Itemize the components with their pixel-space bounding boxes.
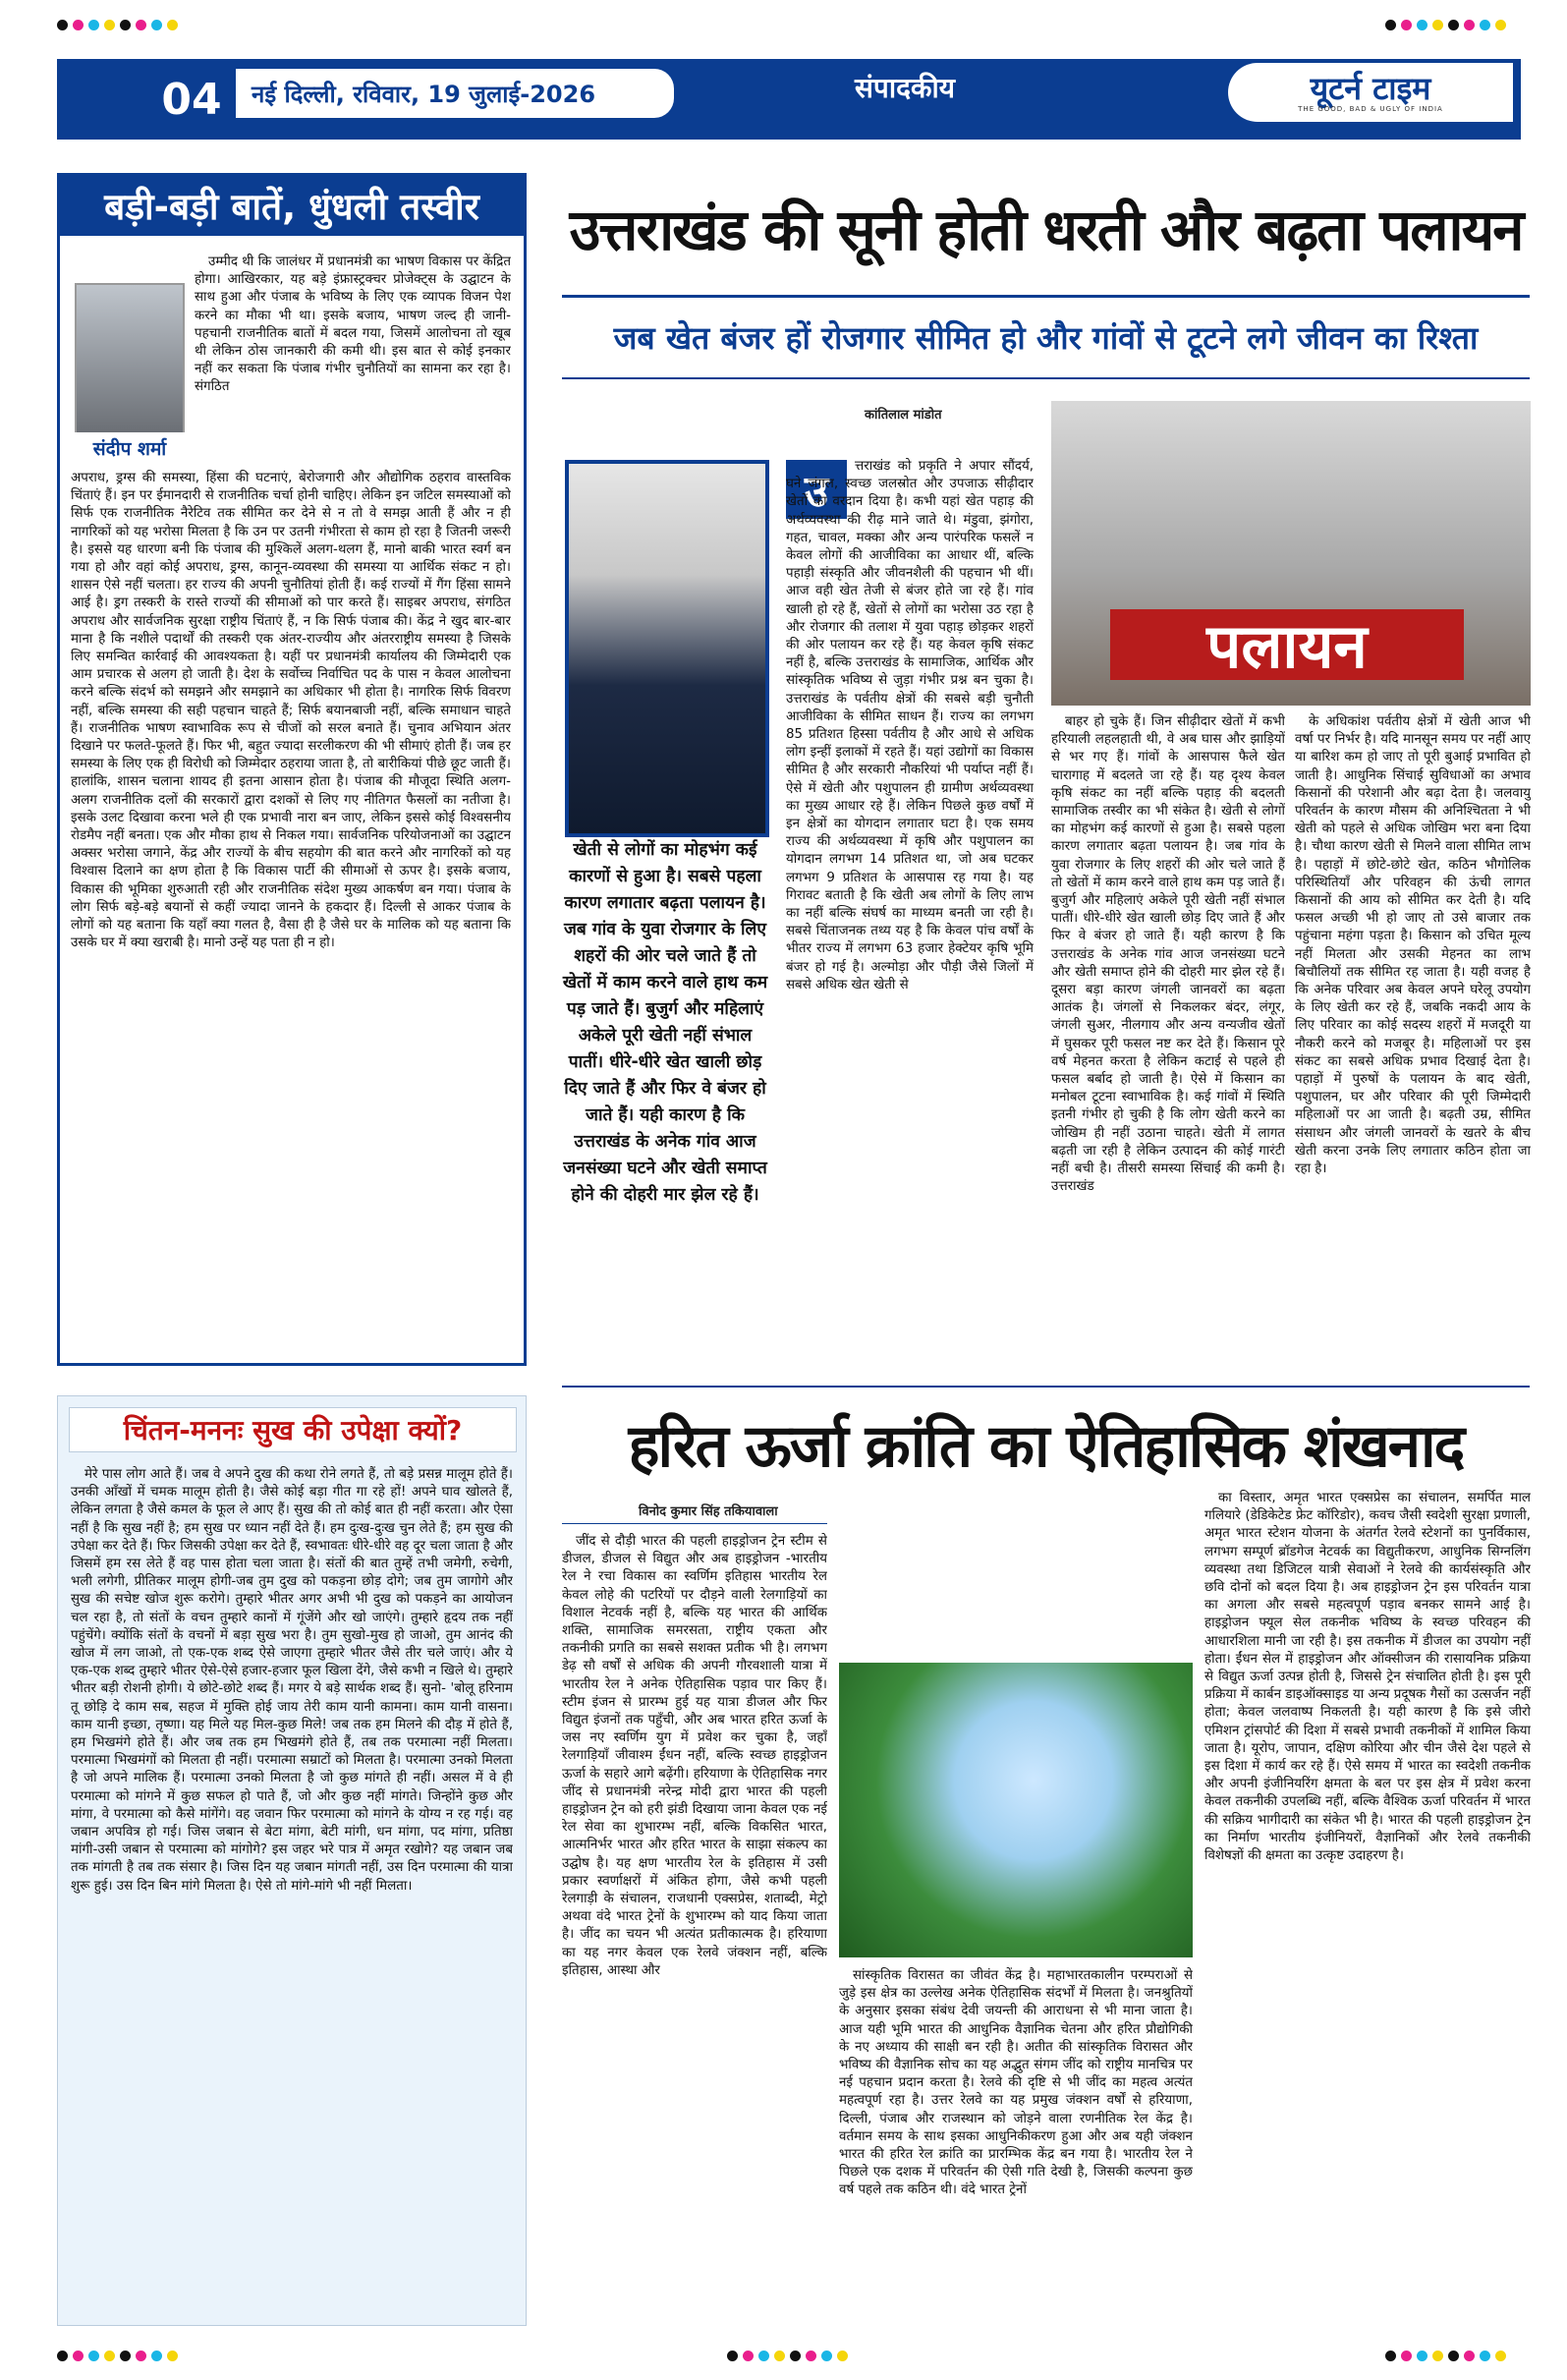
chintan-title: चिंतन-मननः सुख की उपेक्षा क्यों? [69,1407,517,1452]
registration-dots-bottom-center [727,2351,848,2361]
main-col3-text: के अधिकांश पर्वतीय क्षेत्रों में खेती आज भी वर्षा पर निर्भर है। यदि मानसून समय पर नहीं आए या बारिश कम हो जाए तो पूरी बुआई प्रभावित हो जाती है। आधुनिक सिंचाई सुविधाओं का अभाव किसानों की परेशानी और बढ़ा देता है। जलवायु परिवर्तन के कारण मौसम की अनिश्चितता ने भी खेती को पहले से अधिक जोखिम भरा बना दिया है। चौथा कारण खेती से मिलने वाला सीमित लाभ है। पहाड़ों में छोटे-छोटे खेत, कठिन भौगोलिक परिस्थितियाँ और परिवहन की ऊंची लागत किसानों की आय को सीमित कर देती है। यदि फसल अच्छी भी हो जाए तो उसे बाजार तक पहुंचाना महंगा पड़ता है। किसान को उचित मूल्य नहीं मिलता और उसकी मेहनत का लाभ बिचौलियों तक सीमित रह जाता है। यही वजह है कि अनेक परिवार अब केवल अपने घरेलू उपयोग के लिए खेती कर रहे हैं, जबकि नकदी आय के लिए परिवार का कोई सदस्य शहरों में मजदूरी या नौकरी करने को मजबूर है। महिलाओं पर इस संकट का सबसे अधिक प्रभाव दिखाई देता है। पहाड़ों में पुरुषों के पलायन के बाद खेती, पशुपालन, घर और परिवार की पूरी जिम्मेदारी महिलाओं पर आ जाती है। बढ़ती उम्र, सीमित संसाधन और जंगली जानवरों के खतरे के बीच खेती करना उनके लिए लगातार कठिन होता जा रहा है। [1295,714,1531,1177]
registration-dots-bottom-right [1385,2351,1506,2361]
subheadline-rule [562,377,1530,379]
left-article-text: उम्मीद थी कि जालंधर में प्रधानमंत्री का भाषण विकास पर केंद्रित होगा। आखिरकार, यह बड़े इंफ्रास्ट्रक्चर प्रोजेक्ट्स के उद्घाटन के साथ हुआ और पंजाब के भविष्य के लिए एक व्यापक विजन पेश करने का मौका भी था। इसके बजाय, भाषण जल्द ही जानी-पहचानी राजनीतिक बातों में बदल गया, जिसमें आलोचना तो खूब थी लेकिन ठोस जानकारी की कमी थी। इस बात से कोई इनकार नहीं कर सकता कि पंजाब गंभीर चुनौतियों का सामना कर रहा है। संगठित [195,255,511,395]
left-article-author: संदीप शर्मा [75,432,185,464]
registration-dots-top-right [1385,20,1506,30]
bottom-col2-text: सांस्कृतिक विरासत का जीवंत केंद्र है। महाभारतकालीन परम्पराओं से जुड़े इस क्षेत्र का उल्लेख अनेक ऐतिहासिक संदर्भों में मिलता है। जनश्रुतियों के अनुसार इसका संबंध देवी जयन्ती की आराधना से भी माना जाता है। आज यही भूमि भारत की आधुनिक वैज्ञानिक चेतना और हरित प्रौद्योगिकी के नए अध्याय की साक्षी बन रही है। अतीत की सांस्कृतिक विरासत और भविष्य की वैज्ञानिक सोच का यह अद्भुत संगम जींद को राष्ट्रीय मानचित्र पर नई पहचान प्रदान करता है। रेलवे की दृष्टि से भी जींद का महत्व अत्यंत महत्वपूर्ण रहा है। उत्तर रेलवे का यह प्रमुख जंक्शन वर्षों से हरियाणा, दिल्ली, पंजाब और राजस्थान को जोड़ने वाला रणनीतिक रेल केंद्र है। वर्तमान समय के साथ इसका आधुनिकीकरण हुआ और अब यही जंक्शन भारत की हरित रेल क्रांति का प्रारम्भिक केंद्र बन गया है। भारतीय रेल ने पिछले एक दशक में परिवर्तन की ऐसी गति देखी है, जिसकी कल्पना कुछ वर्ष पहले तक कठिन थी। वंदे भारत ट्रेनों [839,1968,1193,2198]
author-photo [75,283,185,434]
migration-image-tag: पलायन [1110,609,1464,680]
section-label: संपादकीय [855,72,955,104]
bottom-headline: हरित ऊर्जा क्रांति का ऐतिहासिक शंखनाद [628,1412,1464,1481]
bottom-byline-rule [562,1523,827,1524]
bottom-article-col1 [562,1533,827,2319]
drop-cap: उ [786,460,847,519]
pull-quote: खेती से लोगों का मोहभंग कई कारणों से हुआ है। सबसे पहला कारण लगातार बढ़ता पलायन है। जब गांव के युवा रोजगार के लिए शहरों की ओर चले जाते हैं तो खेतों में काम करने वाले हाथ कम पड़ जाते हैं। बुजुर्ग और महिलाएं अकेले पूरी खेती नहीं संभाल पातीं। धीरे-धीरे खेत खाली छोड़ दिए जाते हैं और फिर वे बंजर हो जाते हैं। यही कारण है कि उत्तराखंड के अनेक गांव आज जनसंख्या घटने और खेती समाप्त होने की दोहरी मार झेल रहे हैं। [562,840,768,1205]
main-article-col2 [1051,713,1285,1372]
bottom-col1-text: जींद से दौड़ी भारत की पहली हाइड्रोजन ट्रेन स्टीम से डीजल, डीजल से विद्युत और अब हाइड्रोजन -भारतीय रेल ने रचा विकास का स्वर्णिम इतिहास भारतीय रेल केवल लोहे की पटरियों पर दौड़ने वाली रेलगाड़ियों का विशाल नेटवर्क नहीं है, बल्कि यह भारत की आर्थिक शक्ति, सामाजिक समरसता, राष्ट्रीय एकता और तकनीकी प्रगति का सबसे सशक्त प्रतीक भी है। लगभग डेढ़ सौ वर्षों से अधिक की अपनी गौरवशाली यात्रा में भारतीय रेल ने अनेक ऐतिहासिक पड़ाव पार किए हैं। स्टीम इंजन से प्रारम्भ हुई यह यात्रा डीजल और फिर विद्युत इंजनों तक पहुँची, और अब भारत हरित ऊर्जा के जस नए स्वर्णिम युग में प्रवेश कर चुका है, जहाँ रेलगाड़ियाँ जीवाश्म ईंधन नहीं, बल्कि स्वच्छ हाइड्रोजन ऊर्जा के सहारे आगे बढ़ेंगी। हरियाणा के ऐतिहासिक नगर जींद से प्रधानमंत्री नरेन्द्र मोदी द्वारा भारत की पहली हाइड्रोजन ट्रेन को हरी झंडी दिखाया जाना केवल एक नई रेल सेवा का शुभारम्भ नहीं, बल्कि विकसित भारत, आत्मनिर्भर भारत और हरित भारत के साझा संकल्प का उद्घोष है। यह क्षण भारतीय रेल के इतिहास में उसी प्रकार स्वर्णाक्षरों में अंकित होगा, जैसे कभी पहली रेलगाड़ी के संचालन, राजधानी एक्सप्रेस, शताब्दी, मेट्रो अथवा वंदे भारत ट्रेनों के शुभारम्भ को याद किया जाता है। जींद का चयन भी अत्यंत प्रतीकात्मक है। हरियाणा का यह नगर केवल एक रेलवे जंक्शन नहीं, बल्कि इतिहास, आस्था और [562,1534,827,1978]
newspaper-logo [1228,63,1513,122]
bottom-article-col3 [1204,1490,1531,2319]
main-col1-text: त्तराखंड को प्रकृति ने अपार सौंदर्य, घने जंगल, स्वच्छ जलस्रोत और उपजाऊ सीढ़ीदार खेतों का वरदान दिया है। कभी यहां खेत पहाड़ की अर्थव्यवस्था की रीढ़ माने जाते थे। मंडुवा, झंगोरा, गहत, चावल, मक्का और अन्य पारंपरिक फसलें न केवल लोगों की आजीविका का आधार थीं, बल्कि पहाड़ी संस्कृति और जीवनशैली की पहचान भी थीं। आज वही खेत तेजी से बंजर होते जा रहे हैं। गांव खाली हो रहे हैं, खेतों से लोगों का भरोसा उठ रहा है और रोजगार की तलाश में युवा पहाड़ छोड़कर शहरों की ओर पलायन कर रहे हैं। यह केवल कृषि संकट नहीं है, बल्कि उत्तराखंड के सामाजिक, आर्थिक और सांस्कृतिक भविष्य से जुड़ा गंभीर प्रश्न बन चुका है। उत्तराखंड के पर्वतीय क्षेत्रों की सबसे बड़ी चुनौती आजीविका के सीमित साधन हैं। राज्य का लगभग 85 प्रतिशत हिस्सा पर्वतीय है और आधे से अधिक लोग इन्हीं इलाकों में रहते हैं। यहां उद्योगों का विकास सीमित है और सरकारी नौकरियां भी पर्याप्त नहीं हैं। ऐसे में खेती और पशुपालन ही ग्रामीण अर्थव्यवस्था का मुख्य आधार रहे हैं। लेकिन पिछले कुछ वर्षों में इन क्षेत्रों का योगदान लगातार घटा है। एक समय राज्य की अर्थव्यवस्था में कृषि और पशुपालन का योगदान लगभग 14 प्रतिशत था, जो अब घटकर लगभग 9 प्रतिशत के आसपास रह गया है। यह गिरावट बताती है कि खेती अब लोगों के लिए लाभ का नहीं बल्कि संघर्ष का माध्यम बनती जा रही है। सबसे चिंताजनक तथ्य यह है कि केवल पांच वर्षों के भीतर राज्य में लगभग 63 हजार हेक्टेयर कृषि भूमि बंजर हो गई है। अल्मोड़ा और पौड़ी जैसे जिलों में सबसे अधिक खेत खेती से [786,459,1034,992]
bottom-col3-text: का विस्तार, अमृत भारत एक्सप्रेस का संचालन, समर्पित माल गलियारे (डेडिकेटेड फ्रेट कॉरिडोर), कवच जैसी स्वदेशी सुरक्षा प्रणाली, अमृत भारत स्टेशन योजना के अंतर्गत रेलवे स्टेशनों का पुनर्विकास, लगभग सम्पूर्ण ब्रॉडगेज नेटवर्क का विद्युतीकरण, आधुनिक सिग्नलिंग व्यवस्था तथा डिजिटल यात्री सेवाओं ने रेलवे की कार्यसंस्कृति और छवि दोनों को बदल दिया है। अब हाइड्रोजन ट्रेन इस परिवर्तन यात्रा का अगला और सबसे महत्वपूर्ण पड़ाव बनकर सामने आई है। हाइड्रोजन फ्यूल सेल तकनीक भविष्य के स्वच्छ परिवहन की आधारशिला मानी जा रही है। इस तकनीक में डीजल का उपयोग नहीं होता। ईंधन सेल में हाइड्रोजन और ऑक्सीजन की रासायनिक प्रक्रिया से विद्युत ऊर्जा उत्पन्न होती है, जिससे ट्रेन संचालित होती है। इस पूरी प्रक्रिया में कार्बन डाइऑक्साइड या अन्य प्रदूषक गैसों का उत्सर्जन नहीं होता; केवल जलवाष्प निकलती है। यही कारण है कि इसे जीरो एमिशन ट्रांसपोर्ट की दिशा में सबसे प्रभावी तकनीकों में शामिल किया जाता है। यूरोप, जापान, दक्षिण कोरिया और चीन जैसे देश पहले से इस दिशा में कार्य कर रहे हैं। ऐसे समय में भारत का स्वदेशी तकनीक और अपनी इंजीनियरिंग क्षमता के बल पर इस क्षेत्र में प्रवेश करना केवल तकनीकी उपलब्धि नहीं, बल्कि वैश्विक ऊर्जा परिवर्तन में भारत की सक्रिय भागीदारी का संकेत भी है। भारत की पहली हाइड्रोजन ट्रेन का निर्माण भारतीय इंजीनियरों, वैज्ञानिकों और रेलवे तकनीकी विशेषज्ञों की क्षमता का उत्कृष्ट उदाहरण है। [1204,1491,1531,1864]
main-headline: उत्तराखंड की सूनी होती धरती और बढ़ता पलायन [569,197,1523,263]
left-article-body-top [195,254,511,468]
logo-text: यूटर्न टाइम [1310,70,1431,107]
headline-rule [562,295,1530,298]
left-article-text-cont: अपराध, ड्रग्स की समस्या, हिंसा की घटनाएं, बेरोजगारी और औद्योगिक ठहराव वास्तविक चिंताएं हैं। इन पर ईमानदारी से राजनीतिक चर्चा होनी चाहिए। लेकिन इन जटिल समस्याओं को सिर्फ एक राजनीतिक नैरेटिव तक सीमित कर देने से न तो वे समझ आती हैं और न ही नागरिकों को यह भरोसा मिलता है कि उन पर उतनी गंभीरता से काम हो रहा है जितनी जरूरी है। इससे यह धारणा बनी कि पंजाब की मुश्किलें अलग-थलग हैं, मानो बाकी भारत स्वर्ग बन गया हो और वहां कोई अपराध, ड्रग्स, कानून-व्यवस्था की समस्या या आर्थिक संकट न हो। शासन ऐसे नहीं चलता। हर राज्य की अपनी चुनौतियां होती हैं। कई राज्यों में गैंग हिंसा सामने आई है। ड्रग तस्करी के रास्ते राज्यों की सीमाओं को पार करते हैं। साइबर अपराध, संगठित अपराध और सार्वजनिक सुरक्षा राष्ट्रीय चिंताएं हैं, न कि सिर्फ पंजाब की। केंद्र ने खुद बार-बार माना है कि नशीले पदार्थों की तस्करी एक अंतर-राज्यीय और अंतरराष्ट्रीय समस्या है जिसके लिए समन्वित कार्रवाई की आवश्यकता है। यहीं पर प्रधानमंत्री कार्यालय की जिम्मेदारी एक आम प्रचारक से अलग हो जाती है। देश के सर्वोच्च निर्वाचित पद के पास न केवल आलोचना करने बल्कि संदर्भ को समझने और समझाने का अधिकार भी होता है। नागरिक सिर्फ विवरण नहीं, बल्कि समस्या की सही पहचान चाहते हैं; सिर्फ बयानबाजी नहीं, बल्कि समाधान चाहते हैं। राजनीतिक भाषण स्वाभाविक रूप से चीजों को सरल बनाते हैं। चुनाव अभियान अंतर दिखाने पर फलते-फूलते हैं। फिर भी, बहुत ज्यादा सरलीकरण की भी सीमाएं होती हैं। जब हर समस्या के लिए एक ही विरोधी को जिम्मेदार ठहराया जाता है, तो बारीकियां पीछे छूट जाती हैं। हालांकि, शासन चलाना शायद ही इतना आसान होता है। पंजाब की मौजूदा स्थिति अलग-अलग राजनीतिक दलों की सरकारों द्वारा दशकों से लिए गए नीतिगत फैसलों का नतीजा है। इसके उलट दिखावा करना भले ही एक प्रभावी नारा बन जाए, लेकिन इससे कोई विश्वसनीय रोडमैप नहीं बनता। एक और मौका हाथ से निकल गया। सार्वजनिक परियोजनाओं का उद्घाटन अक्सर भरोसा जगाने, केंद्र और राज्यों के बीच सहयोग की बात करने और नागरिकों को यह विश्वास दिलाने का क्षण होता है कि विकास पार्टी की सीमाओं से ऊपर है। इसके बजाय, विकास की भूमिका शुरुआती रही और राजनीतिक संदेश मुख्य आकर्षण बन गया। पंजाब के लोग सिर्फ बड़े-बड़े बयानों से कहीं ज्यादा जानने के हकदार हैं। दिल्ली से आकर पंजाब के लोगों को यह बताना कि यहाँ क्या गलत है, वैसा ही है जैसे घर के मालिक को यह बताना कि उसके घर में क्या खराबी है। मानो उन्हें यह पता ही न हो। [71,471,511,951]
main-col2-text: बाहर हो चुके हैं। जिन सीढ़ीदार खेतों में कभी हरियाली लहलहाती थी, वे अब घास और झाड़ियों से भर गए हैं। गांवों के आसपास फैले खेत चारागाह में बदलते जा रहे हैं। यह दृश्य केवल कृषि संकट का नहीं बल्कि पहाड़ की बदलती सामाजिक तस्वीर का भी संकेत है। खेती से लोगों का मोहभंग कई कारणों से हुआ है। सबसे पहला कारण लगातार बढ़ता पलायन है। जब गांव के युवा रोजगार के लिए शहरों की ओर चले जाते हैं तो खेतों में काम करने वाले हाथ कम पड़ जाते हैं। बुजुर्ग और महिलाएं अकेले पूरी खेती नहीं संभाल पातीं। धीरे-धीरे खेत खाली छोड़ दिए जाते हैं और फिर वे बंजर हो जाते हैं। यही कारण है कि उत्तराखंड के अनेक गांव आज जनसंख्या घटने और खेती समाप्त होने की दोहरी मार झेल रहे हैं। दूसरा बड़ा कारण जंगली जानवरों का बढ़ता आतंक है। जंगलों से निकलकर बंदर, लंगूर, जंगली सुअर, नीलगाय और अन्य वन्यजीव खेतों में घुसकर पूरी फसल नष्ट कर देते हैं। किसान पूरे वर्ष मेहनत करता है लेकिन कटाई से पहले ही फसल बर्बाद हो जाती है। ऐसे में किसान का मनोबल टूटना स्वाभाविक है। कई गांवों में स्थिति इतनी गंभीर हो चुकी है कि लोग खेती करने का जोखिम ही नहीं उठाना चाहते। खेती में लागत बढ़ती जा रही है लेकिन उत्पादन की कोई गारंटी नहीं बची है। तीसरी समस्या सिंचाई की कमी है। उत्तराखंड [1051,714,1285,1195]
bottom-top-rule [562,1386,1530,1388]
main-subheadline: जब खेत बंजर हों रोजगार सीमित हो और गांवों से टूटने लगे जीवन का रिश्ता [613,319,1479,357]
left-article-body [71,470,511,1344]
page-number: 04 [147,59,236,140]
main-article-col1 [786,458,1034,1372]
dateline: नई दिल्ली, रविवार, 19 जुलाई-2026 [236,69,674,118]
green-energy-illustration [839,1663,1193,1957]
main-byline: कांतिलाल मांडोत [865,408,942,423]
main-article-col3 [1295,713,1531,1372]
columnist-portrait [565,460,769,837]
left-article-title: बड़ी-बड़ी बातें, धुंधली तस्वीर [57,173,527,236]
chintan-text: मेरे पास लोग आते हैं। जब वे अपने दुख की कथा रोने लगते हैं, तो बड़े प्रसन्न मालूम होते हैं। उनकी आँखों में चमक मालूम होती है। जैसे कोई बड़ा गीत गा रहे हों! अपने घाव खोलते हैं, लेकिन लगता है जैसे कमल के फूल ले आए हैं। सुख की तो कोई बात ही नहीं करता। और ऐसा नहीं है कि सुख नहीं है; हम सुख पर ध्यान नहीं देते हैं। हम दुःख-दुःख चुन लेते हैं; हम सुख की उपेक्षा कर देते हैं। फिर जिसकी उपेक्षा कर देते हैं, स्वभावतः धीरे-धीरे वह दूर चला जाता है और जिसमें हम रस लेते हैं वह पास होता चला जाता है। संतों की बात तुम्हें तभी जमेगी, रुचेगी, भली लगेगी, प्रीतिकर मालूम होगी-जब तुम दुख को पकड़ना छोड़ दोगे; जब तुम जागोगे और सुख की सचेष्ट खोज शुरू करोगे। तुम्हारे भीतर अगर अभी भी दुख को पकड़ने का आयोजन चल रहा है, तो संतों के वचन तुम्हारे कानों में गूंजेंगे और खो जाएंगे। तुम्हारे हृदय तक नहीं पहुंचेंगे। क्योंकि संतों के वचनों में बड़ा सुख भरा है। तुम सुखो-मुख हो जाओ, तुम आनंद की खोज में लग जाओ, तो एक-एक शब्द ऐसे जाएगा तुम्हारे भीतर जैसे तीर चले जाएं। और ये एक-एक शब्द तुम्हारे भीतर ऐसे-ऐसे हजार-हजार फूल खिला देंगे, जैसे कभी न खिले थे। तुम्हारे भीतर बड़ी रोशनी होगी। ये छोटे-छोटे शब्द हैं। मगर ये बड़े सार्थक शब्द हैं। सुनो- 'बोलू हरिनाम तू छोड़ि दे काम सब, सहज में मुक्ति होई जाय तेरी काम यानी कामना। काम यानी वासना। काम यानी इच्छा, तृष्णा। यह मिले यह मिल-कुछ मिले! जब तक हम मिलने की दौड़ में होते हैं, हम भिखमंगे होते हैं। और जब तक हम भिखमंगे होते हैं, तब तक परमात्मा नहीं मिलता। परमात्मा भिखमंगों को मिलता ही नहीं। परमात्मा सम्राटों को मिलता है। परमात्मा उनको मिलता है जो अपने मालिक हैं। परमात्मा उनको मिलता है जो कुछ मांगते ही नहीं। असल में वे ही परमात्मा को मांगने में कुछ सफल हो पाते हैं, जो और कुछ नहीं मांगते। जिन्होंने कुछ और मांगा, वे परमात्मा को कैसे मांगेंगे। वह जवान फिर परमात्मा को मांगने के योग्य न रह गई। वह जबान अपवित्र हो गई। जिस जबान से बेटा मांगा, बेटी मांगी, धन मांगा, पद मांगा, प्रतिष्ठा मांगी-उसी जबान से परमात्मा को मांगोगे? इस जहर भरे पात्र में अमृत रखोगे? यह जबान जब तक मांगती है तब तक संसार है। जिस दिन यह जबान मांगती नहीं, उस दिन परमात्मा की यात्रा शुरू हुई। उस दिन बिन मांगे मिलता है। ऐसे तो मांगे-मांगे भी नहीं मिलता। [71,1467,513,1894]
bottom-article-col2 [839,1967,1193,2319]
logo-tagline: THE GOOD, BAD & UGLY OF INDIA [1298,105,1443,113]
bottom-byline: विनोद कुमार सिंह तकियावाला [639,1504,778,1519]
chintan-body [71,1466,513,2317]
registration-dots-bottom-left [57,2351,178,2361]
registration-dots-top-left [57,20,178,30]
